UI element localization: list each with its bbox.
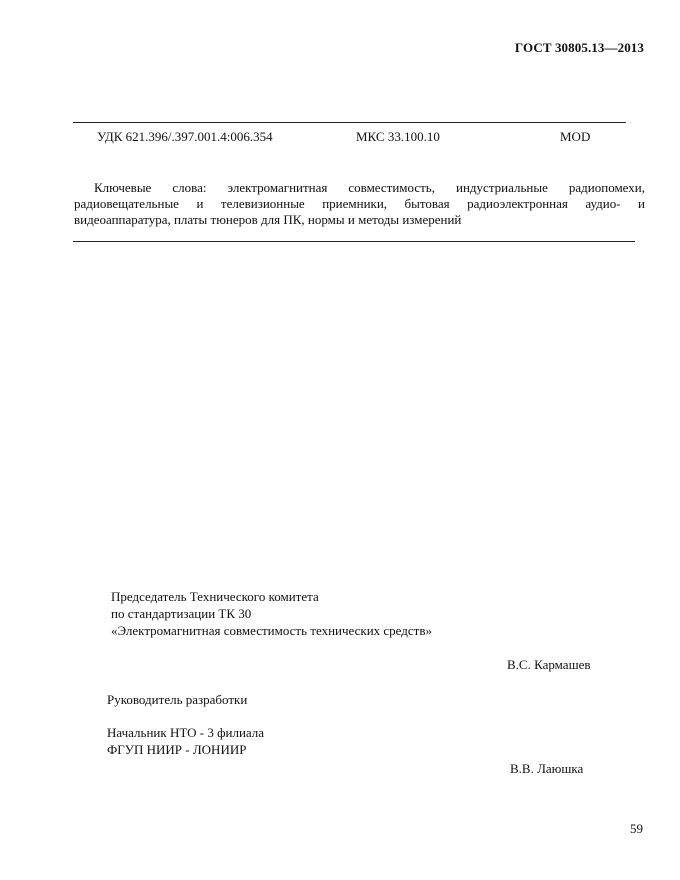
udk-code: УДК 621.396/.397.001.4:006.354 [97, 129, 273, 144]
standard-code: ГОСТ 30805.13—2013 [514, 40, 644, 55]
committee-chair-block [111, 588, 432, 639]
bottom-divider [73, 241, 635, 242]
nto-head-block [107, 724, 264, 758]
nto-signatory-name: В.В. Лаюшка [510, 761, 584, 776]
mod-marker: MOD [560, 129, 591, 144]
top-divider [73, 122, 626, 123]
chair-line-1: Председатель Технического комитета [111, 589, 319, 604]
chair-line-2: по стандартизации ТК 30 [111, 606, 252, 621]
mks-code: МКС 33.100.10 [356, 129, 440, 144]
keywords-paragraph: Ключевые слова: электромагнитная совместимость, индустриальные радиопомехи, радиовещательные и телевизионные приемники, бытовая радиоэлектронная аудио- и видеоаппаратура, платы тюнеров для ПК, нормы и методы измерений [74, 180, 645, 227]
classification-row [0, 129, 680, 147]
page-number: 59 [630, 821, 643, 836]
nto-line-2: ФГУП НИИР - ЛОНИИР [107, 742, 247, 757]
development-head-label: Руководитель разработки [107, 692, 248, 707]
chair-signatory-name: В.С. Кармашев [507, 657, 591, 672]
chair-line-3: «Электромагнитная совместимость технических средств» [111, 623, 432, 638]
nto-line-1: Начальник НТО - 3 филиала [107, 725, 265, 740]
